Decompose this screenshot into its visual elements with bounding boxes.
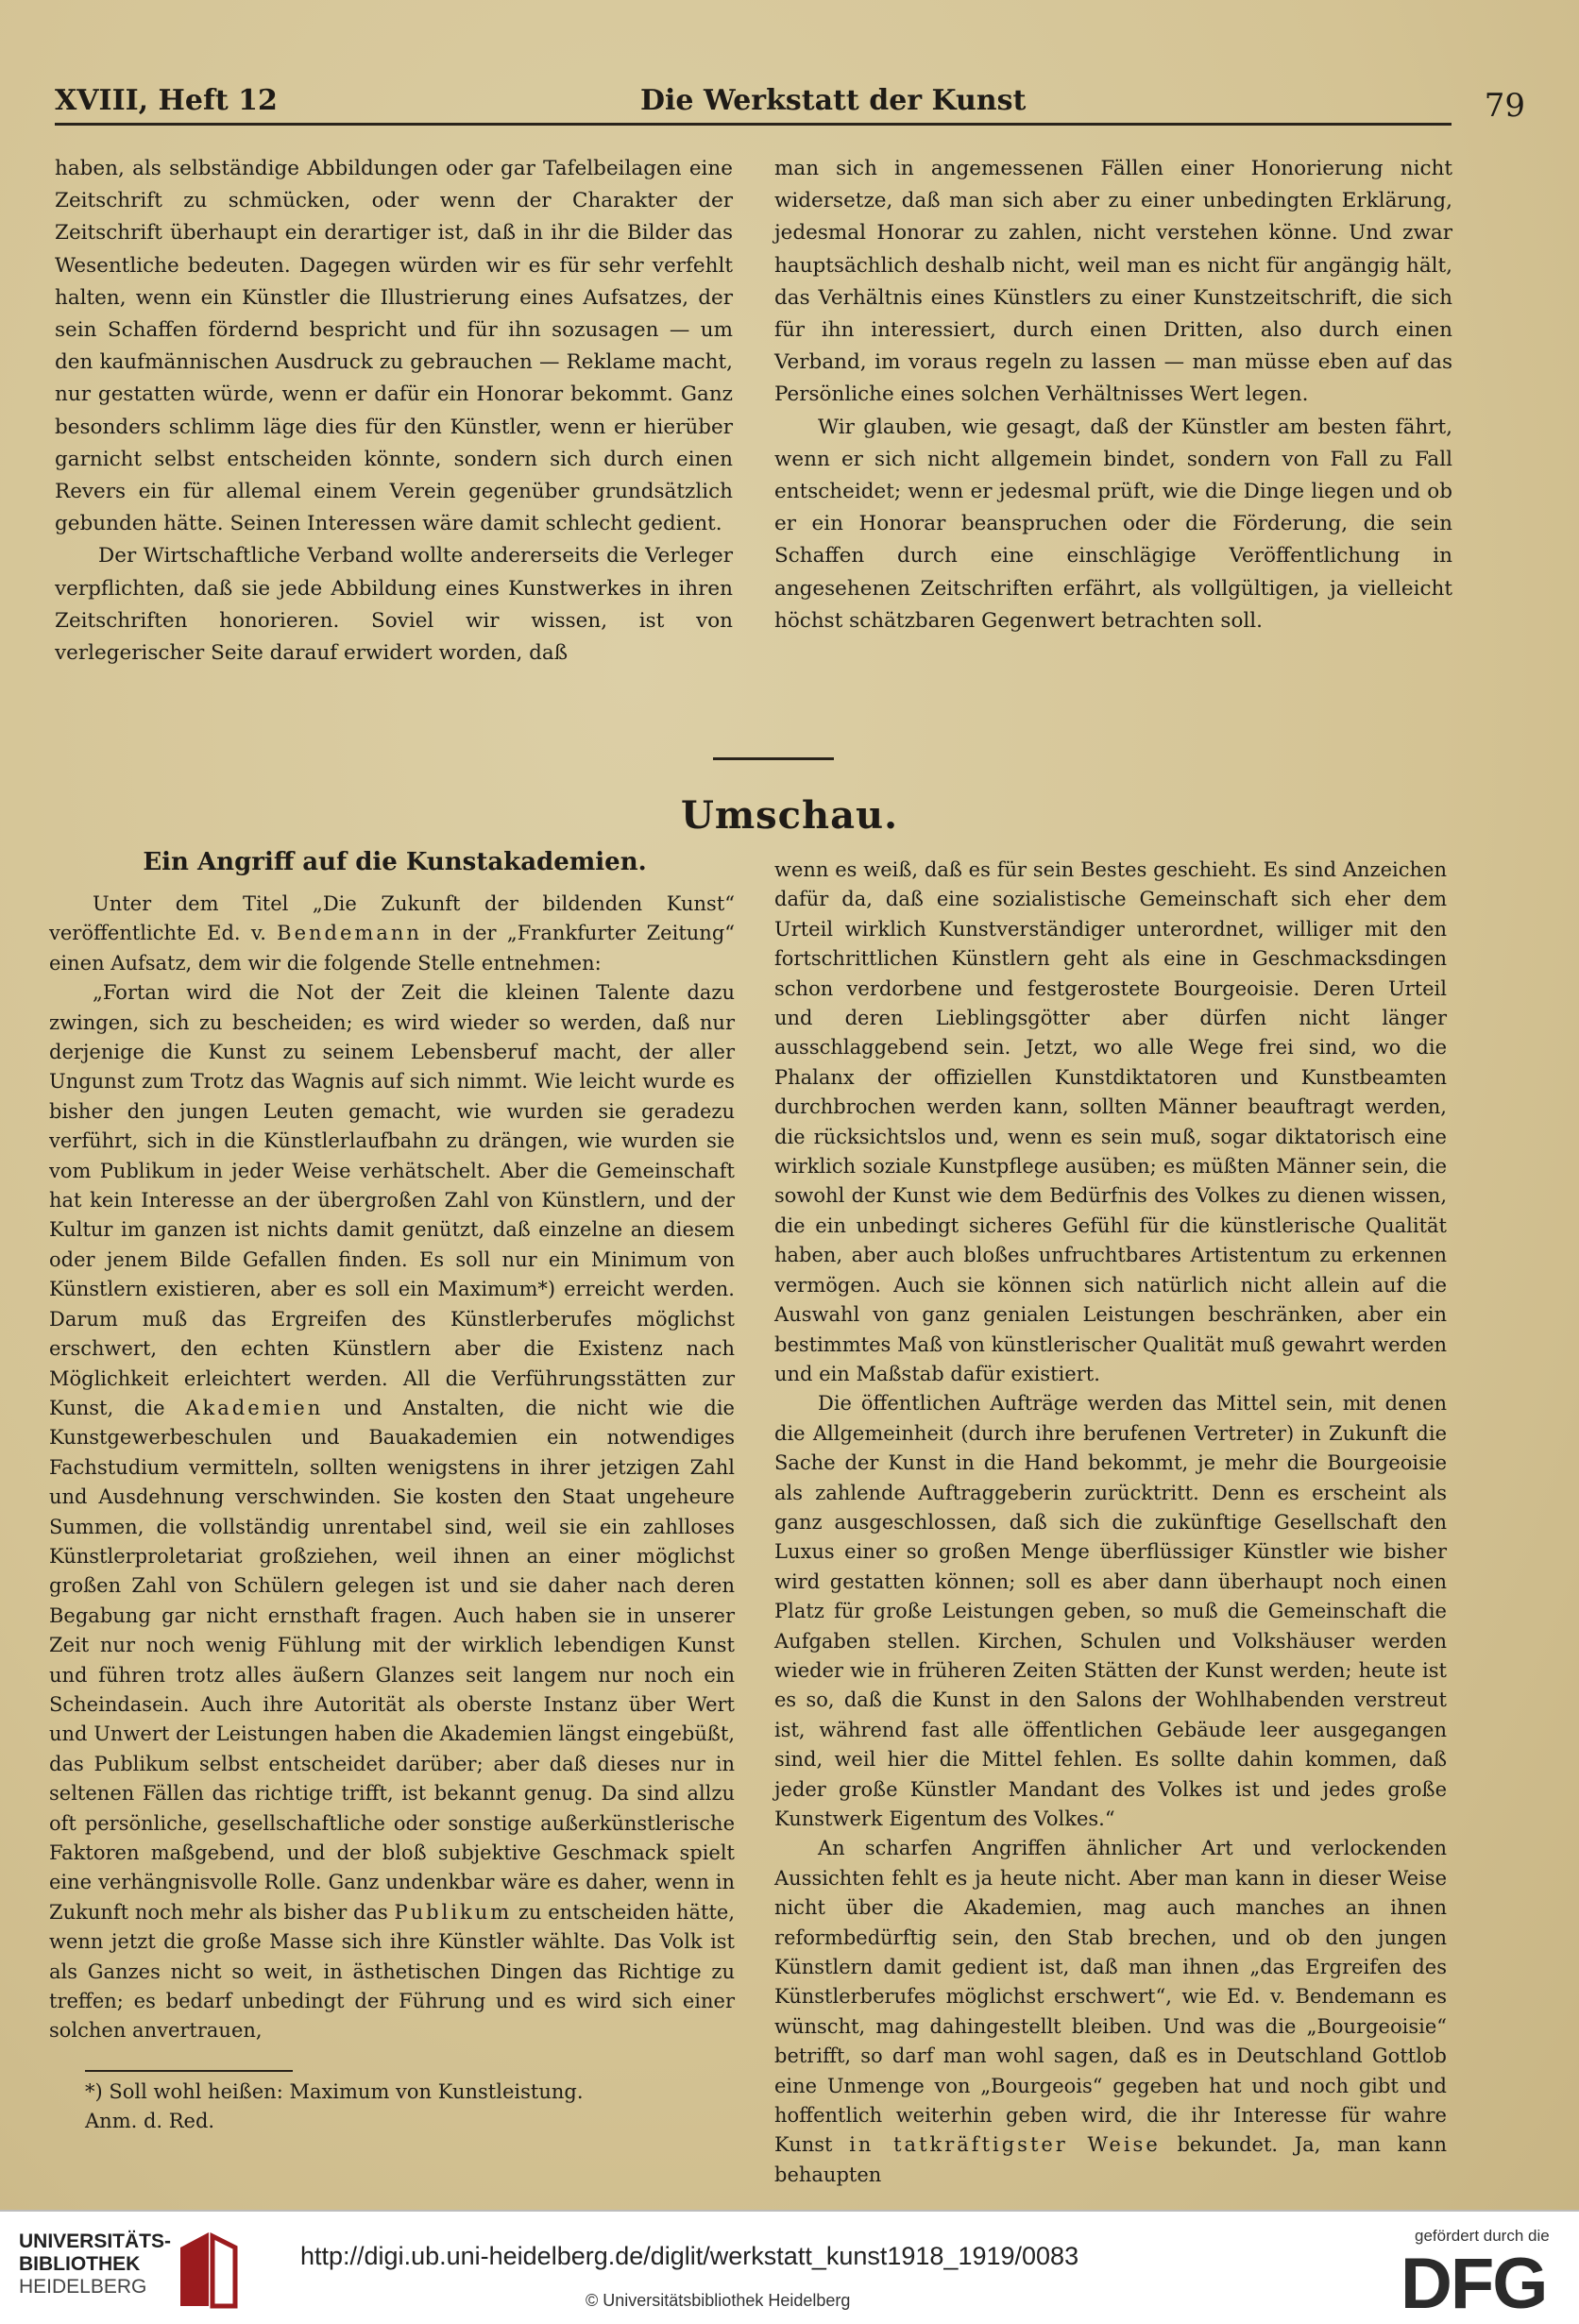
article-title: Ein Angriff auf die Kunstakademien. xyxy=(143,848,647,876)
text-run: und Anstalten, die nicht wie die Kunstgewerbeschulen und Bauakademien ein notwendiges Fachstudium vermitteln, sollten wenigstens in ihrer jetzigen Zahl und Ausdehnung verschwinden. Sie kosten den Staat ungeheure Summen, die vollständig unrentabel sind, weil sie ein zahlloses Künstlerproletariat großziehen, weil ihnen an einer möglichst großen Zahl von Schülern gelegen ist und sie daher nach deren Begabung gar nicht ernsthaft fragen. Auch haben sie in unserer Zeit nur noch wenig Fühlung mit der wirklich lebendigen Kunst und führen trotz alles äußern Glanzes seit langem nur noch ein Scheindasein. Auch ihre Autorität als oberste Instanz über Wert und Unwert der Leistungen haben die Akademien längst eingebüßt, das Publikum selbst entscheidet darüber; aber daß dieses nur in seltenen Fällen das richtige trifft, ist bekannt genug. Da sind allzu oft persönliche, gesellschaftliche oder sonstige außerkünstlerische Faktoren maßgebend, und der bloß subjektive Geschmack spielt eine verhängnisvolle Rolle. Ganz undenkbar wäre es daher, wenn in Zukunft noch mehr als bisher das xyxy=(49,1396,735,1924)
emphasis: in tatkräftigster Weise xyxy=(849,2133,1161,2157)
bottom-left-column xyxy=(49,890,735,2046)
paragraph: man sich in angemessenen Fällen einer Honorierung nicht widersetze, daß man sich aber zu einer unbedingten Erklärung, jedesmal Honorar zu zahlen, nicht verstehen könne. Und zwar hauptsächlich deshalb nicht, weil man es nicht für angängig hält, das Verhältnis eines Künstlers zu einer Kunstzeitschrift, die sich für ihn interessiert, durch einen Dritten, also durch einen Verband, im voraus regeln zu lassen — man müsse eben auf das Persönliche eines solchen Verhältnisses Wert legen. xyxy=(774,157,1452,407)
paragraph: wenn es weiß, daß es für sein Bestes geschieht. Es sind Anzeichen dafür da, daß eine sozialistische Gemeinschaft sich eher dem Urteil wirklich Kunstverständiger unterordnet, williger mit den fortschrittlichen Künstlern geht als eine in Geschmacksdingen schon verdorbene und festgerostete Bourgeoisie. Deren Urteil und deren Lieblingsgötter aber dürfen nicht länger ausschlaggebend sein. Jetzt, wo alle Wege frei sind, wo die Phalanx der offiziellen Kunstdiktatoren und Kunstbeamten durchbrochen werden kann, sollten Männer beauftragt werden, die rücksichtslos und, wenn es sein muß, sogar diktatorisch eine wirklich soziale Kunstpflege ausüben; es müßten Männer sein, die sowohl der Kunst wie dem Bedürfnis des Volkes zu dienen wissen, die ein unbedingt sicheres Gefühl für die künstlerische Qualität haben, aber auch bloßes unfruchtbares Artistentum zu erkennen vermögen. Auch sie können sich natürlich nicht allein auf die Auswahl von ganz genialen Leistungen beschränken, aber ein bestimmtes Maß von künstlerischer Qualität muß gewahrt werden und ein Maßstab dafür existiert. xyxy=(774,858,1447,1385)
top-left-column xyxy=(55,153,733,670)
text-run: Unter dem Titel „Die Zukunft der bildenden Kunst“ veröffentlichte Ed. v. xyxy=(49,892,735,945)
library-name-line: HEIDELBERG xyxy=(19,2276,147,2298)
section-title: Umschau. xyxy=(680,793,899,838)
funding-note: gefördert durch die xyxy=(1415,2227,1550,2245)
library-name xyxy=(19,2231,171,2299)
text-run: in der „Frankfurter Zeitung“ einen Aufsatz, dem wir die folgende Stelle entnehmen: xyxy=(49,922,735,975)
permalink-url[interactable]: http://digi.ub.uni-heidelberg.de/diglit/werkstatt_kunst1918_1919/0083 xyxy=(300,2242,1079,2270)
author-name: Bendemann xyxy=(277,922,422,945)
copyright-notice: © Universitätsbibliothek Heidelberg xyxy=(586,2291,851,2310)
footnote-line: Anm. d. Red. xyxy=(85,2110,215,2132)
bottom-right-column xyxy=(774,856,1447,2190)
quote-paragraph xyxy=(49,978,735,2046)
journal-title: Die Werkstatt der Kunst xyxy=(640,84,1027,117)
library-name-line: UNIVERSITÄTS- xyxy=(19,2231,172,2252)
text-run: An scharfen Angriffen ähnlicher Art und verlockenden Aussichten fehlt es ja heute nicht. Aber man kann in dieser Weise nicht über die Akademien, mag auch manches an ihnen reformbedürftig sein, den Stab brechen, und ob den jungen Künstlern damit gedient ist, daß man ihnen „das Ergreifen des Künstlerberufes möglichst erschwert“, wie Ed. v. Bendemann es wünscht, mag dahingestellt bleiben. Und was die „Bourgeoisie“ betrifft, so darf man wohl sagen, daß es in Deutschland Gottlob eine Unmenge von „Bourgeois“ gegeben hat und noch gibt und hoffentlich weiterhin geben wird, die ihr Interesse für wahre Kunst xyxy=(774,1837,1447,2157)
library-logo[interactable] xyxy=(19,2229,302,2314)
footnote xyxy=(85,2078,727,2136)
top-right-column xyxy=(774,153,1452,637)
issue-label: XVIII, Heft 12 xyxy=(55,84,278,117)
emphasis: Publikum xyxy=(394,1900,513,1924)
text-run: zu entscheiden hätte, wenn jetzt die große Masse sich ihre Künstler wählte. Das Volk ist als Ganzes nicht so weit, in ästhetischen Dingen das Richtige zu treffen; es bedarf unbedingt der Führung und es wird sich einer solchen anvertrauen, xyxy=(49,1900,735,2043)
dfg-logo-text: DFG xyxy=(1401,2248,1547,2316)
page-number: 79 xyxy=(1484,87,1525,125)
running-head xyxy=(55,74,1525,126)
footnote-rule xyxy=(85,2070,293,2072)
library-name-line: BIBLIOTHEK xyxy=(19,2253,141,2275)
paragraph: haben, als selbständige Abbildungen oder gar Tafelbeilagen eine Zeitschrift zu schmücken, oder wenn der Charakter der Zeitschrift überhaupt ein derartiger ist, daß in ihr die Bilder das Wesentliche bedeuten. Dagegen würden wir es für sehr verfehlt halten, wenn ein Künstler die Illustrierung eines Aufsatzes, der sein Schaffen fördernd bespricht und für ihn sozusagen — um den kaufmännischen Ausdruck zu gebrauchen — Reklame macht, nur gestatten würde, wenn er dafür ein Honorar bekommt. Ganz besonders schlimm läge dies für den Künstler, wenn er hierüber garnicht selbst entscheiden könnte, sondern sich durch einen Revers ein für allemal einem Verein gegenüber grundsätzlich gebunden hätte. Seinen Interessen wäre damit schlecht gedient. xyxy=(55,157,733,536)
text-run: bekundet. Ja, man kann behaupten xyxy=(774,2133,1447,2186)
dfg-logo[interactable] xyxy=(1401,2248,1561,2316)
section-divider xyxy=(713,757,834,760)
paragraph: Der Wirtschaftliche Verband wollte andererseits die Verleger verpflichten, daß sie jede Abbildung eines Kunstwerkes in ihren Zeitschriften honorieren. Soviel wir wissen, ist von verlegerischer Seite darauf erwidert worden, daß xyxy=(55,544,733,666)
text-run: „Fortan wird die Not der Zeit die kleinen Talente dazu zwingen, sich zu bescheiden; es wird wieder so werden, daß nur derjenige die Kunst zu seinem Lebensberuf macht, der aller Ungunst zum Trotz das Wagnis auf sich nimmt. Wie leicht wurde es bisher den jungen Leuten gemacht, wie wurden sie geradezu verführt, sich in die Künstlerlaufbahn zu drängen, wie wurden sie vom Publikum in jeder Weise verhätschelt. Aber die Gemeinschaft hat kein Interesse an der übergroßen Zahl von Künstlern, und der Kultur im ganzen ist nichts damit genützt, daß einzelne an diesem oder jenem Bilde Gefallen finden. Es soll nur ein Minimum von Künstlern existieren, aber es soll ein Maximum*) erreicht werden. Darum muß das Ergreifen des Künstlerberufes möglichst erschwert, den echten Künstlern aber die Existenz nach Möglichkeit erleichtert werden. All die Verführungsstätten zur Kunst, die xyxy=(49,981,735,1419)
paragraph xyxy=(774,1834,1447,2190)
library-emblem-icon xyxy=(175,2229,241,2310)
footnote-line: *) Soll wohl heißen: Maximum von Kunstleistung. xyxy=(85,2080,584,2103)
viewer-footer xyxy=(0,2210,1579,2324)
paragraph: Wir glauben, wie gesagt, daß der Künstler am besten fährt, wenn er sich nicht allgemein bindet, sondern von Fall zu Fall entscheidet; wenn er jedesmal prüft, wie die Dinge liegen und ob er ein Honorar beanspruchen oder die Förderung, die sein Schaffen durch eine einschlägige Veröffentlichung in angesehenen Zeitschriften erfährt, als vollgültigen, ja vielleicht höchst schätzbaren Gegenwert betrachten soll. xyxy=(774,415,1452,633)
paragraph: Die öffentlichen Aufträge werden das Mittel sein, mit denen die Allgemeinheit (durch ihre berufenen Vertreter) in Zukunft die Sache der Kunst in die Hand bekommt, je mehr die Bourgeoisie als zahlende Auftraggeberin zurücktritt. Denn es erscheint als ganz ausgeschlossen, daß sich die zukünftige Gesellschaft den Luxus einer so großen Menge überflüssiger Künstler wie bisher wird gestatten können; soll es aber dann überhaupt noch einen Platz für große Leistungen geben, so muß die Gemeinschaft die Aufgaben stellen. Kirchen, Schulen und Volkshäuser werden wieder wie in früheren Zeiten Stätten der Kunst werden; heute ist es so, daß die Kunst in den Salons der Wohlhabenden verstreut ist, während fast alle öffentlichen Gebäude leer ausgegangen sind, weil hier die Mittel fehlen. Es sollte dahin kommen, daß jeder große Künstler Mandant des Volkes ist und jedes große Kunstwerk Eigentum des Volkes.“ xyxy=(774,1392,1447,1830)
intro-paragraph xyxy=(49,890,735,978)
emphasis: Akademien xyxy=(185,1396,324,1419)
